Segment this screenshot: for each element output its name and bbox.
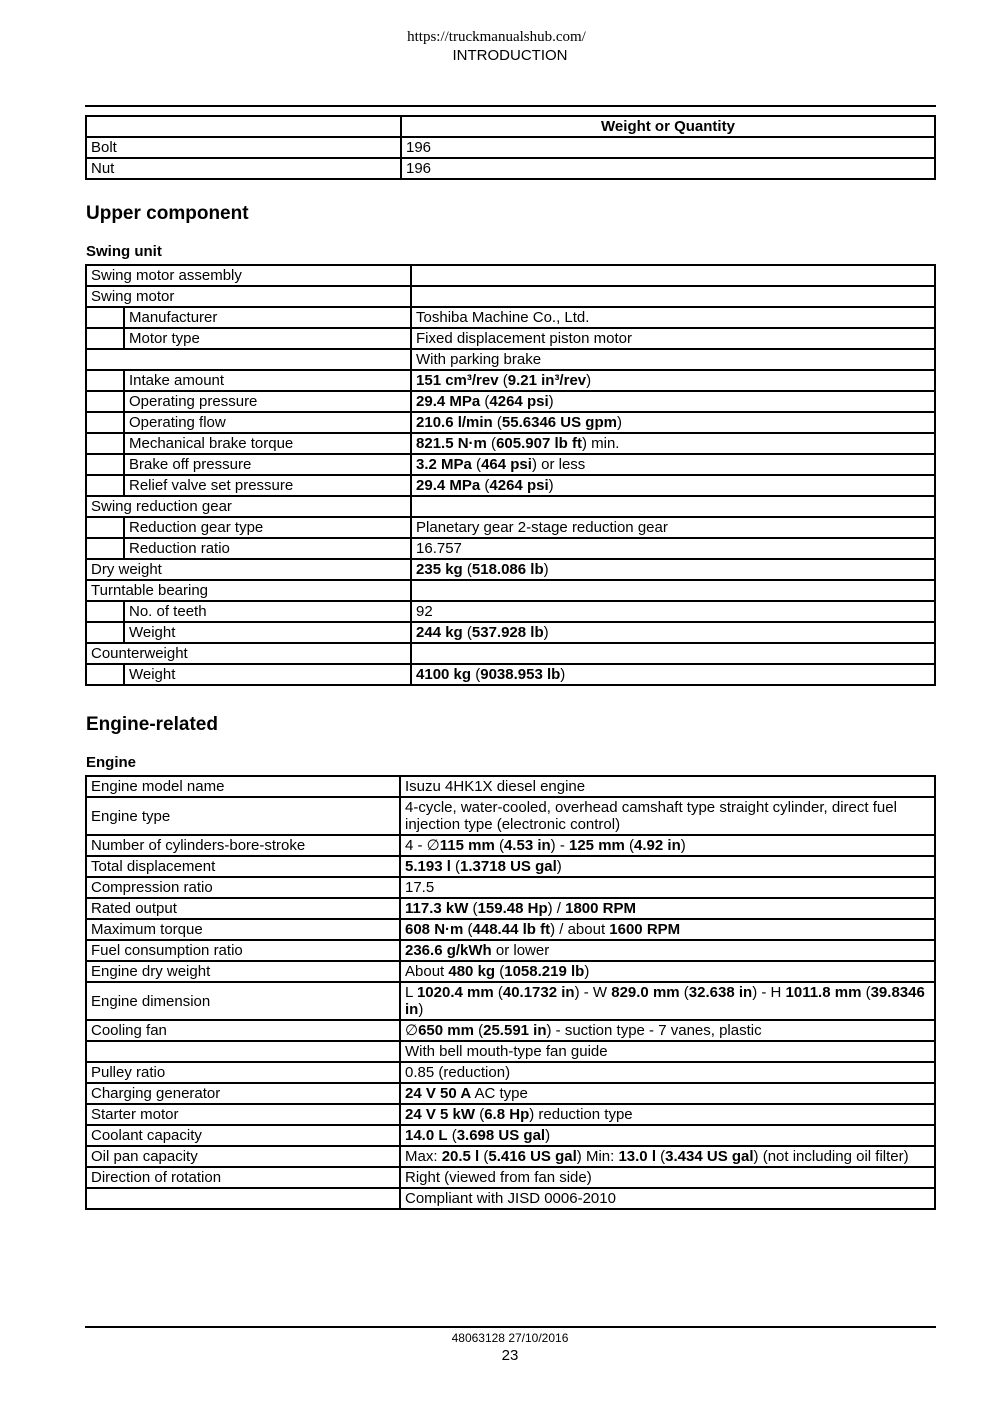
value-cell <box>400 856 935 877</box>
value-text: ( <box>463 921 473 938</box>
value-emphasis: 24 V 50 A <box>405 1085 472 1102</box>
table-row <box>86 898 935 919</box>
value-cell: 4-cycle, water-cooled, overhead camshaft type straight cylinder, direct fuel injection type (electronic control) <box>400 797 935 835</box>
engine-heading: Engine <box>86 754 137 771</box>
item-cell: Oil pan capacity <box>86 1146 400 1167</box>
value-text: ∅ <box>405 1022 419 1039</box>
item-cell: Swing motor <box>86 286 411 307</box>
item-cell: Charging generator <box>86 1083 400 1104</box>
table-row <box>86 391 935 412</box>
value-text: ( <box>493 984 503 1001</box>
value-cell: Right (viewed from fan side) <box>400 1167 935 1188</box>
sub-item-cell: Brake off pressure <box>124 454 411 475</box>
item-cell: Starter motor <box>86 1104 400 1125</box>
engine-table <box>85 775 936 1210</box>
value-emphasis: 650 mm <box>418 1022 474 1039</box>
value-text: AC type <box>471 1085 528 1102</box>
value-text: L <box>405 984 417 1001</box>
table-row <box>86 601 935 622</box>
table-header-weight: Weight or Quantity <box>401 116 935 137</box>
value-emphasis: 115 mm <box>439 837 495 854</box>
sub-item-cell: Weight <box>124 622 411 643</box>
sub-item-cell: Mechanical brake torque <box>124 433 411 454</box>
value-cell <box>411 433 935 454</box>
item-cell: Cooling fan <box>86 1020 400 1041</box>
indent-cell <box>86 664 124 685</box>
table-header-empty <box>86 116 401 137</box>
value-text: ) <box>545 1127 551 1144</box>
table-row <box>86 961 935 982</box>
table-row <box>86 1188 935 1209</box>
value-cell <box>411 286 935 307</box>
value-text: ( <box>495 963 505 980</box>
value-emphasis: 25.591 in <box>483 1022 547 1039</box>
value-emphasis: 244 kg <box>416 624 463 641</box>
table-row <box>86 856 935 877</box>
value-text: ( <box>861 984 871 1001</box>
value-cell: Isuzu 4HK1X diesel engine <box>400 776 935 797</box>
item-cell: Engine model name <box>86 776 400 797</box>
value-emphasis: 448.44 lb ft <box>472 921 551 938</box>
value-emphasis: 480 kg <box>448 963 496 980</box>
item-cell: Swing reduction gear <box>86 496 411 517</box>
table-row <box>86 919 935 940</box>
value-cell <box>400 835 935 856</box>
value-emphasis: 5.416 US gal <box>488 1148 577 1165</box>
value-text: ( <box>479 1148 489 1165</box>
value-emphasis: 210.6 l/min <box>416 414 493 431</box>
value-text: ) / <box>547 900 566 917</box>
table-row <box>86 349 935 370</box>
value-emphasis: 1800 RPM <box>565 900 636 917</box>
table-row <box>86 328 935 349</box>
value-cell <box>411 643 935 664</box>
value-emphasis: 9.21 in³/rev <box>507 372 587 389</box>
value-text: ) Min: <box>576 1148 619 1165</box>
value-cell <box>400 1146 935 1167</box>
table-row <box>86 307 935 328</box>
value-emphasis: 3.698 US gal <box>456 1127 546 1144</box>
value-cell: With parking brake <box>411 349 935 370</box>
table-header-row <box>86 116 935 137</box>
value-emphasis: 13.0 l <box>618 1148 656 1165</box>
value-emphasis: 32.638 in <box>688 984 753 1001</box>
value-cell: 0.85 (reduction) <box>400 1062 935 1083</box>
value-cell: With bell mouth-type fan guide <box>400 1041 935 1062</box>
table-row <box>86 1146 935 1167</box>
value-emphasis: 1600 RPM <box>609 921 681 938</box>
item-cell: Counterweight <box>86 643 411 664</box>
item-cell: Turntable bearing <box>86 580 411 601</box>
value-emphasis: 821.5 N·m <box>416 435 487 452</box>
footer-rule <box>85 1326 936 1328</box>
value-emphasis: 3.434 US gal <box>665 1148 754 1165</box>
value-emphasis: 1020.4 mm <box>416 984 494 1001</box>
sub-item-cell: Reduction gear type <box>124 517 411 538</box>
value-text: ) <box>560 666 566 683</box>
item-cell: Pulley ratio <box>86 1062 400 1083</box>
item-cell: Compression ratio <box>86 877 400 898</box>
value-emphasis: 24 V 5 kW <box>405 1106 476 1123</box>
table-row <box>86 643 935 664</box>
indent-cell <box>86 622 124 643</box>
value-cell <box>411 622 935 643</box>
value-emphasis: 55.6346 US gpm <box>501 414 617 431</box>
value-cell: Fixed displacement piston motor <box>411 328 935 349</box>
item-cell <box>86 1188 400 1209</box>
item-cell: Total displacement <box>86 856 400 877</box>
sub-item-cell: Operating flow <box>124 412 411 433</box>
indent-cell <box>86 475 124 496</box>
sub-item-cell: Operating pressure <box>124 391 411 412</box>
value-cell <box>400 1104 935 1125</box>
document-code: 48063128 27/10/2016 <box>451 1331 569 1345</box>
value-emphasis: 235 kg <box>416 561 463 578</box>
value-cell <box>400 1125 935 1146</box>
value-cell <box>400 1020 935 1041</box>
value-cell <box>411 391 935 412</box>
value-cell <box>400 898 935 919</box>
indent-cell <box>86 433 124 454</box>
value-text: ( <box>447 1127 457 1144</box>
value-cell: 17.5 <box>400 877 935 898</box>
indent-cell <box>86 328 124 349</box>
value-emphasis: 29.4 MPa <box>416 477 481 494</box>
value-cell: 196 <box>401 158 935 179</box>
value-emphasis: 40.1732 in <box>502 984 575 1001</box>
value-cell <box>411 265 935 286</box>
sub-item-cell: Relief valve set pressure <box>124 475 411 496</box>
value-text: About <box>405 963 449 980</box>
value-emphasis: 117.3 kW <box>405 900 469 917</box>
table-row <box>86 776 935 797</box>
value-text: ( <box>468 900 478 917</box>
value-text: ) <box>418 1001 424 1018</box>
item-cell: Nut <box>86 158 401 179</box>
value-emphasis: 9038.953 lb <box>480 666 561 683</box>
value-text: ( <box>624 837 635 854</box>
item-cell: Coolant capacity <box>86 1125 400 1146</box>
empty-item-cell <box>86 349 411 370</box>
indent-cell <box>86 370 124 391</box>
value-emphasis: 1058.219 lb <box>504 963 585 980</box>
value-text: ( <box>462 561 472 578</box>
item-cell <box>86 1041 400 1062</box>
value-emphasis: 125 mm <box>569 837 625 854</box>
value-text: ) - H <box>752 984 786 1001</box>
value-text: ( <box>471 666 481 683</box>
table-row <box>86 538 935 559</box>
value-text: ) - W <box>574 984 612 1001</box>
table-row <box>86 454 935 475</box>
value-text: ) / about <box>550 921 610 938</box>
value-emphasis: 151 cm³/rev <box>416 372 499 389</box>
item-cell: Fuel consumption ratio <box>86 940 400 961</box>
value-text: ) min. <box>581 435 620 452</box>
value-emphasis: 608 N·m <box>405 921 464 938</box>
value-cell <box>400 982 935 1020</box>
indent-cell <box>86 601 124 622</box>
item-cell: Direction of rotation <box>86 1167 400 1188</box>
weight-quantity-table <box>85 115 936 180</box>
value-emphasis: 1011.8 mm <box>785 984 862 1001</box>
value-text: ( <box>471 456 482 473</box>
table-row <box>86 496 935 517</box>
value-emphasis: 5.193 l <box>405 858 451 875</box>
value-text: Max: <box>405 1148 442 1165</box>
value-text: ) - <box>550 837 569 854</box>
indent-cell <box>86 412 124 433</box>
value-cell <box>400 1083 935 1104</box>
value-cell <box>411 496 935 517</box>
value-text: ( <box>462 624 472 641</box>
sub-item-cell: Motor type <box>124 328 411 349</box>
value-emphasis: 4.92 in <box>634 837 681 854</box>
value-emphasis: 14.0 L <box>405 1127 448 1144</box>
table-row <box>86 622 935 643</box>
value-cell <box>411 370 935 391</box>
value-text: ) <box>543 561 549 578</box>
table-row <box>86 286 935 307</box>
value-text: ( <box>655 1148 666 1165</box>
value-text: ) <box>586 372 592 389</box>
table-row <box>86 580 935 601</box>
item-cell: Dry weight <box>86 559 411 580</box>
table-row <box>86 433 935 454</box>
value-cell <box>411 454 935 475</box>
value-cell <box>411 559 935 580</box>
swing-unit-heading: Swing unit <box>86 243 162 260</box>
table-row <box>86 265 935 286</box>
value-cell <box>411 412 935 433</box>
indent-cell <box>86 454 124 475</box>
table-row <box>86 1104 935 1125</box>
value-emphasis: 20.5 l <box>441 1148 480 1165</box>
value-emphasis: 236.6 g/kWh <box>405 942 492 959</box>
table-row <box>86 1125 935 1146</box>
section-title: INTRODUCTION <box>452 47 568 64</box>
sub-item-cell: Reduction ratio <box>124 538 411 559</box>
value-emphasis: 605.907 lb ft <box>496 435 582 452</box>
table-row <box>86 475 935 496</box>
sub-item-cell: Weight <box>124 664 411 685</box>
sub-item-cell: No. of teeth <box>124 601 411 622</box>
value-text: ( <box>480 393 490 410</box>
value-emphasis: 829.0 mm <box>611 984 680 1001</box>
value-emphasis: 4100 kg <box>416 666 472 683</box>
value-text: ( <box>475 1106 485 1123</box>
value-cell <box>400 961 935 982</box>
value-text: ( <box>492 414 502 431</box>
value-cell: Compliant with JISD 0006-2010 <box>400 1188 935 1209</box>
table-row <box>86 137 935 158</box>
value-text: ) <box>616 414 622 431</box>
value-emphasis: 537.928 lb <box>471 624 544 641</box>
upper-component-heading: Upper component <box>86 203 249 224</box>
value-text: ) (not including oil filter) <box>753 1148 909 1165</box>
value-text: 4 - ∅ <box>405 837 440 854</box>
indent-cell <box>86 517 124 538</box>
item-cell: Maximum torque <box>86 919 400 940</box>
value-text: ) <box>548 393 554 410</box>
value-emphasis: 4.53 in <box>503 837 551 854</box>
value-cell <box>400 919 935 940</box>
value-emphasis: 4264 psi <box>489 393 549 410</box>
value-cell: 196 <box>401 137 935 158</box>
item-cell: Engine type <box>86 797 400 835</box>
value-cell: 92 <box>411 601 935 622</box>
value-emphasis: 4264 psi <box>489 477 549 494</box>
indent-cell <box>86 538 124 559</box>
value-text: ( <box>498 372 508 389</box>
engine-related-heading: Engine-related <box>86 714 218 735</box>
value-cell <box>411 475 935 496</box>
table-row <box>86 877 935 898</box>
value-cell <box>400 940 935 961</box>
sub-item-cell: Manufacturer <box>124 307 411 328</box>
value-cell: Planetary gear 2-stage reduction gear <box>411 517 935 538</box>
value-emphasis: 464 psi <box>481 456 532 473</box>
value-text: ) <box>680 837 686 854</box>
value-text: ( <box>473 1022 484 1039</box>
value-text: ) reduction type <box>529 1106 633 1123</box>
table-row <box>86 835 935 856</box>
value-text: ) - suction type - 7 vanes, plastic <box>546 1022 762 1039</box>
value-emphasis: 159.48 Hp <box>477 900 548 917</box>
indent-cell <box>86 391 124 412</box>
value-text: ( <box>480 477 490 494</box>
item-cell: Rated output <box>86 898 400 919</box>
value-text: ) <box>584 963 590 980</box>
value-text: ( <box>494 837 504 854</box>
table-row <box>86 1020 935 1041</box>
value-text: or lower <box>491 942 550 959</box>
indent-cell <box>86 307 124 328</box>
table-row <box>86 559 935 580</box>
swing-unit-table <box>85 264 936 686</box>
value-emphasis: 1.3718 US gal <box>460 858 557 875</box>
value-emphasis: 6.8 Hp <box>484 1106 530 1123</box>
value-text: ) <box>548 477 554 494</box>
value-emphasis: 518.086 lb <box>471 561 544 578</box>
sub-item-cell: Intake amount <box>124 370 411 391</box>
table-row <box>86 1062 935 1083</box>
value-cell: 16.757 <box>411 538 935 559</box>
table-row <box>86 370 935 391</box>
page-number: 23 <box>501 1347 519 1364</box>
source-url: https://truckmanualshub.com/ <box>407 29 586 45</box>
table-row <box>86 517 935 538</box>
value-emphasis: 3.2 MPa <box>416 456 472 473</box>
value-text: ( <box>450 858 461 875</box>
item-cell: Number of cylinders-bore-stroke <box>86 835 400 856</box>
value-text: ) <box>556 858 562 875</box>
table-row <box>86 940 935 961</box>
item-cell: Bolt <box>86 137 401 158</box>
item-cell: Swing motor assembly <box>86 265 411 286</box>
table-row <box>86 664 935 685</box>
value-cell <box>411 580 935 601</box>
item-cell: Engine dry weight <box>86 961 400 982</box>
value-text: ( <box>679 984 689 1001</box>
value-text: ) or less <box>531 456 586 473</box>
value-emphasis: 39.8346 in <box>405 984 925 1018</box>
table-row <box>86 412 935 433</box>
value-text: ( <box>486 435 497 452</box>
value-cell <box>411 664 935 685</box>
table-row <box>86 797 935 835</box>
value-cell: Toshiba Machine Co., Ltd. <box>411 307 935 328</box>
table-row <box>86 158 935 179</box>
item-cell: Engine dimension <box>86 982 400 1020</box>
table-row <box>86 982 935 1020</box>
value-emphasis: 29.4 MPa <box>416 393 481 410</box>
table-row <box>86 1167 935 1188</box>
table-row <box>86 1083 935 1104</box>
table-row <box>86 1041 935 1062</box>
value-text: ) <box>543 624 549 641</box>
header-rule <box>85 105 936 107</box>
